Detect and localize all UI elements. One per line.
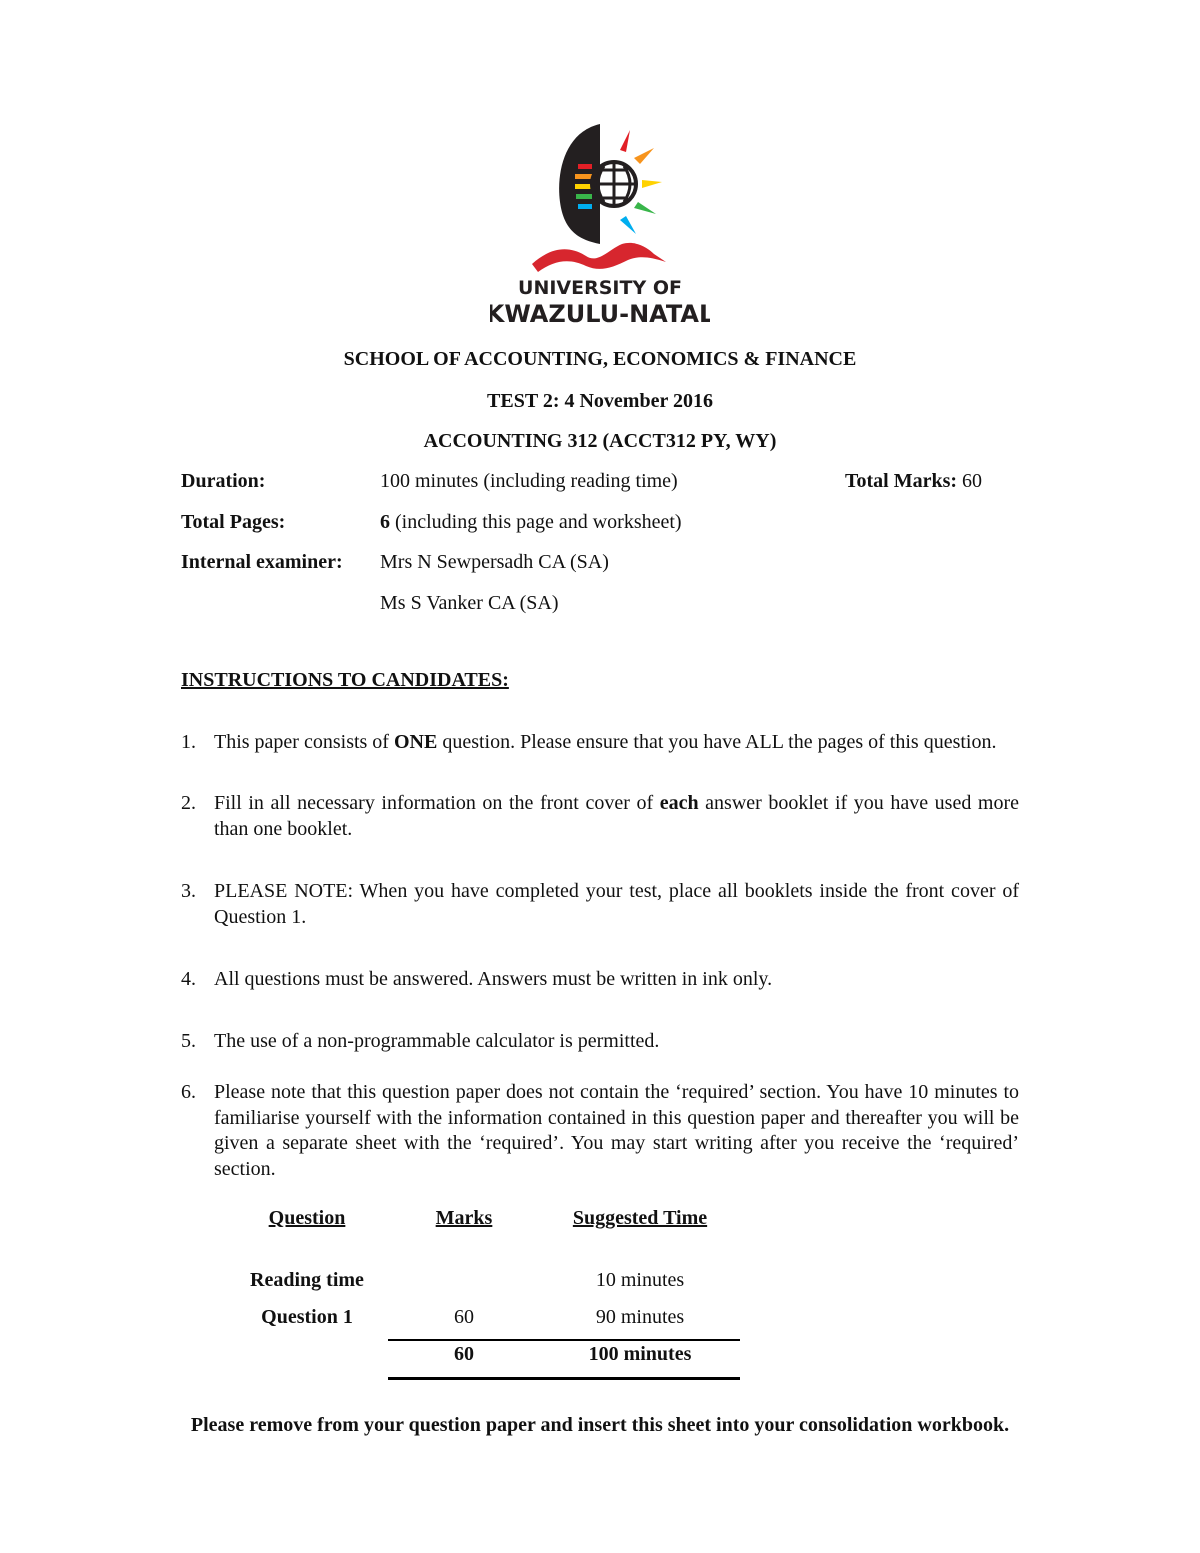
table-cell-question: Reading time xyxy=(250,1269,364,1291)
school-title: SCHOOL OF ACCOUNTING, ECONOMICS & FINANCE xyxy=(343,348,857,370)
table-subtotal-rule xyxy=(388,1339,740,1341)
university-logo xyxy=(490,122,710,330)
table-header-marks: Marks xyxy=(435,1207,493,1229)
total-pages-label: Total Pages: xyxy=(181,511,286,533)
table-cell-question: Question 1 xyxy=(261,1306,353,1328)
total-marks-label: Total Marks: xyxy=(845,470,958,492)
table-cell-time: 90 minutes xyxy=(595,1306,685,1328)
table-total-marks: 60 xyxy=(454,1343,474,1365)
instructions-heading: INSTRUCTIONS TO CANDIDATES: xyxy=(181,669,509,691)
table-cell-time: 10 minutes xyxy=(595,1269,685,1291)
item-text: All questions must be answered. Answers must be written in ink only. xyxy=(214,968,773,990)
table-header-question: Question xyxy=(268,1207,346,1229)
total-pages-value xyxy=(380,511,682,534)
item-number: 2. xyxy=(181,792,196,814)
university-crest-icon xyxy=(490,122,710,330)
item-text: PLEASE NOTE: When you have completed your test, place all booklets inside the front cover of Question 1. xyxy=(214,880,1019,928)
table-total-time: 100 minutes xyxy=(588,1343,692,1365)
item-text: Fill in all necessary information on the front cover of each answer booklet if you have used more than one booklet. xyxy=(214,792,1019,840)
item-number: 1. xyxy=(181,731,196,753)
logo-line2: KWAZULU-NATAL xyxy=(490,300,710,328)
item-text: This paper consists of ONE question. Please ensure that you have ALL the pages of this question. xyxy=(214,731,997,753)
item-number: 5. xyxy=(181,1030,196,1052)
item-text: Please note that this question paper does not contain the ‘required’ section. You have 10 minutes to familiarise yourself with the information contained in this question paper and thereafter you will be given a separate sheet with the ‘required’. You may start writing after you receive the ‘required’ section. xyxy=(214,1081,1019,1180)
test-title: TEST 2: 4 November 2016 xyxy=(487,390,713,412)
item-number: 3. xyxy=(181,880,196,902)
examiner-label: Internal examiner: xyxy=(181,551,343,573)
logo-line1: UNIVERSITY OF xyxy=(518,277,682,299)
course-title: ACCOUNTING 312 (ACCT312 PY, WY) xyxy=(423,430,777,452)
total-pages-num: 6 xyxy=(380,511,390,533)
examiner-1: Mrs N Sewpersadh CA (SA) xyxy=(380,551,609,573)
item-number: 6. xyxy=(181,1081,196,1103)
table-cell-marks: 60 xyxy=(454,1306,474,1328)
total-pages-rest: (including this page and worksheet) xyxy=(395,511,682,533)
table-header-time: Suggested Time xyxy=(572,1207,708,1229)
table-total-rule xyxy=(388,1377,740,1380)
footer-note: Please remove from your question paper and insert this sheet into your consolidation workbook. xyxy=(190,1414,1010,1436)
duration-value: 100 minutes (including reading time) xyxy=(380,470,678,492)
total-marks xyxy=(845,470,982,493)
examiner-2: Ms S Vanker CA (SA) xyxy=(380,592,559,614)
duration-label: Duration: xyxy=(181,470,266,492)
item-text: The use of a non-programmable calculator is permitted. xyxy=(214,1030,660,1052)
item-number: 4. xyxy=(181,968,196,990)
total-marks-value: 60 xyxy=(962,470,983,492)
